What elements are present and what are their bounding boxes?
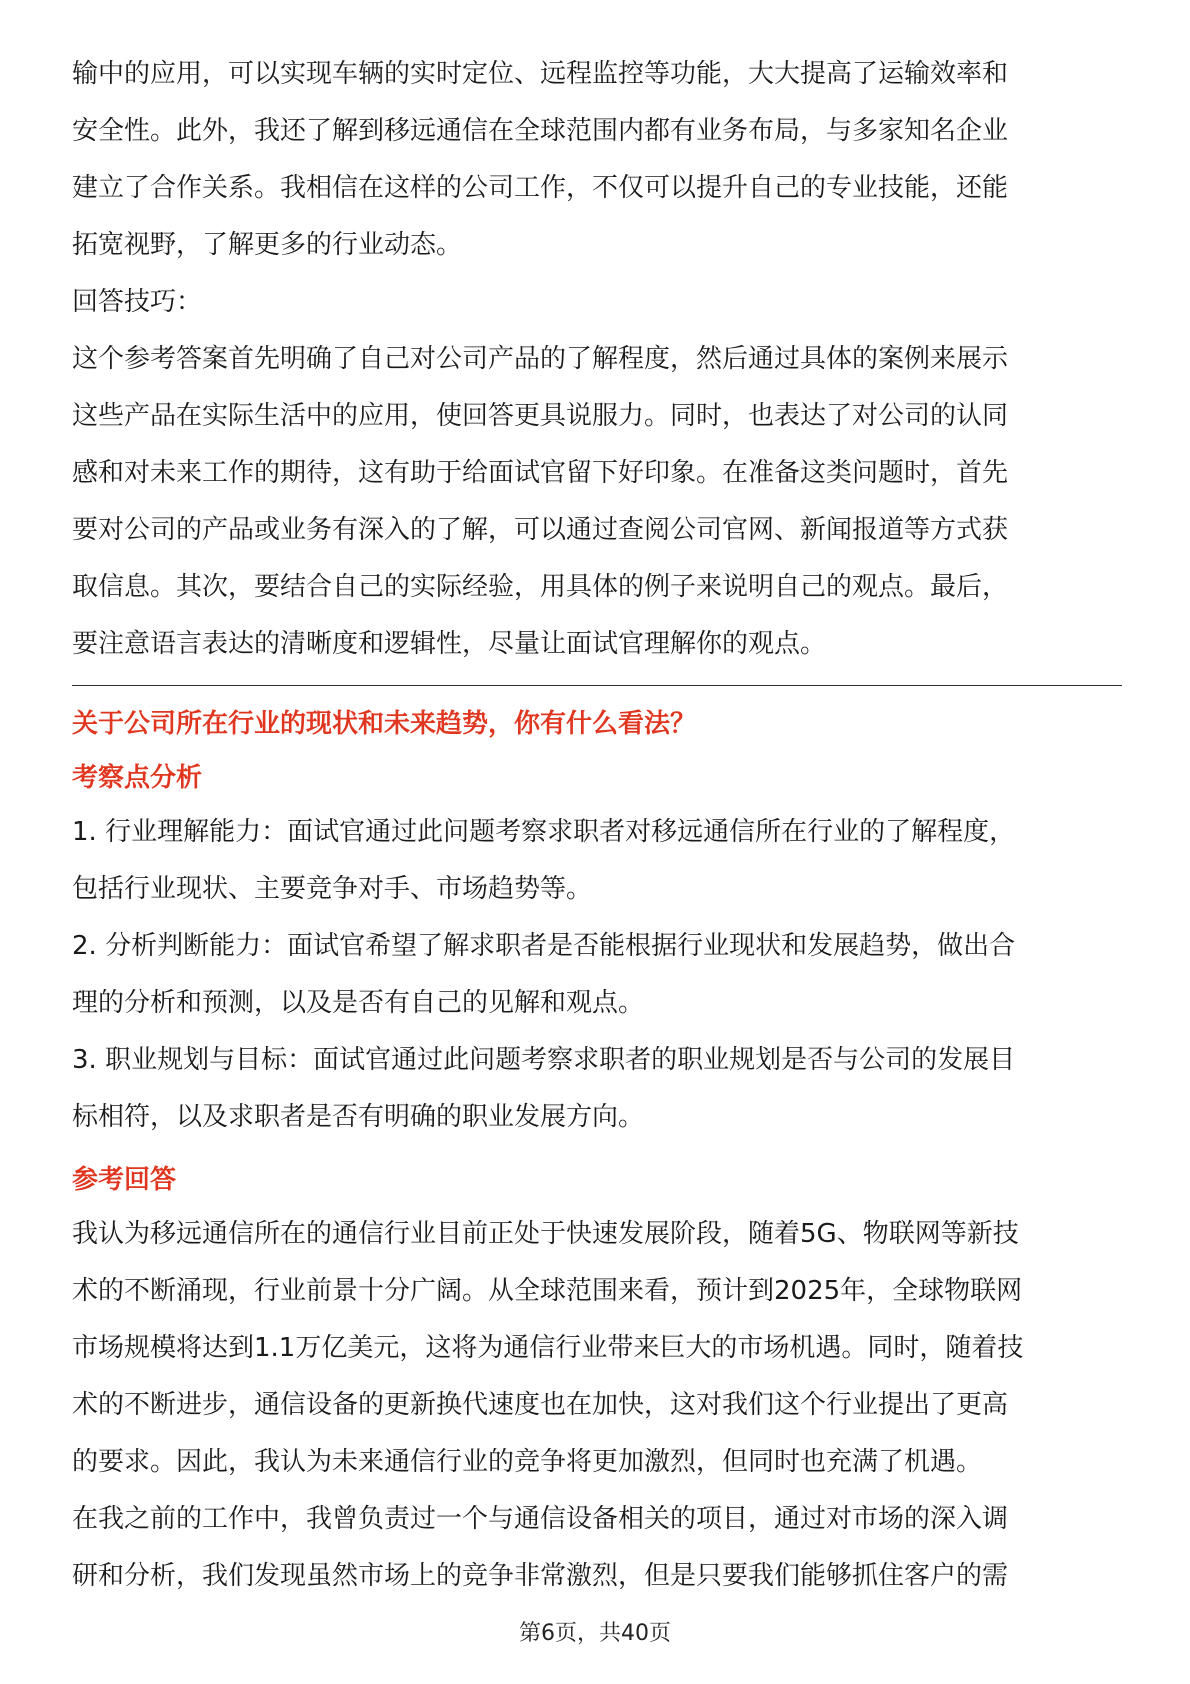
text-line: 感和对未来工作的期待，这有助于给面试官留下好印象。在准备这类问题时，首先 [72,458,1009,488]
text-line: 要注意语言表达的清晰度和逻辑性，尽量让面试官理解你的观点。 [72,629,827,659]
text-line: 术的不断进步，通信设备的更新换代速度也在加快，这对我们这个行业提出了更高 [72,1390,1009,1420]
text-line: 这些产品在实际生活中的应用，使回答更具说服力。同时，也表达了对公司的认同 [72,401,1009,431]
question-heading: 关于公司所在行业的现状和未来趋势，你有什么看法？ [72,709,697,739]
list-item-continuation: 标相符，以及求职者是否有明确的职业发展方向。 [72,1102,645,1132]
list-item: 3. 职业规划与目标：面试官通过此问题考察求职者的职业规划是否与公司的发展目 [72,1045,1016,1075]
section-divider [72,685,1122,686]
analysis-heading: 考察点分析 [72,763,203,793]
text-line: 拓宽视野，了解更多的行业动态。 [72,230,463,260]
tips-paragraph [72,331,1122,673]
tips-label-text: 回答技巧： [72,287,203,317]
text-line: 研和分析，我们发现虽然市场上的竞争非常激烈，但是只要我们能够抓住客户的需 [72,1561,1009,1591]
text-line: 在我之前的工作中，我曾负责过一个与通信设备相关的项目，通过对市场的深入调 [72,1504,1009,1534]
analysis-list [72,804,1122,1146]
answer-paragraph [72,1206,1122,1605]
list-item: 1. 行业理解能力：面试官通过此问题考察求职者对移远通信所在行业的了解程度， [72,817,1016,847]
text-line: 取信息。其次，要结合自己的实际经验，用具体的例子来说明自己的观点。最后， [72,572,1009,602]
text-line: 要对公司的产品或业务有深入的了解，可以通过查阅公司官网、新闻报道等方式获 [72,515,1009,545]
page-number-footer: 第6页，共40页 [519,1621,671,1646]
text-line: 建立了合作关系。我相信在这样的公司工作，不仅可以提升自己的专业技能，还能 [72,173,1009,203]
text-line: 的要求。因此，我认为未来通信行业的竞争将更加激烈，但同时也充满了机遇。 [72,1447,983,1477]
list-item: 2. 分析判断能力：面试官希望了解求职者是否能根据行业现状和发展趋势，做出合 [72,931,1016,961]
text-line: 这个参考答案首先明确了自己对公司产品的了解程度，然后通过具体的案例来展示 [72,344,1009,374]
text-line: 输中的应用，可以实现车辆的实时定位、远程监控等功能，大大提高了运输效率和 [72,59,1009,89]
intro-paragraph [72,46,1122,274]
list-item-continuation: 包括行业现状、主要竞争对手、市场趋势等。 [72,874,593,904]
text-line: 市场规模将达到1.1万亿美元，这将为通信行业带来巨大的市场机遇。同时，随着技 [72,1333,1024,1363]
tips-label [72,274,1122,331]
text-line: 术的不断涌现，行业前景十分广阔。从全球范围来看，预计到2025年，全球物联网 [72,1276,1023,1306]
list-item-continuation: 理的分析和预测，以及是否有自己的见解和观点。 [72,988,645,1018]
page-content [72,46,1122,1605]
text-line: 我认为移远通信所在的通信行业目前正处于快速发展阶段，随着5G、物联网等新技 [72,1219,1019,1249]
text-line: 安全性。此外，我还了解到移远通信在全球范围内都有业务布局，与多家知名企业 [72,116,1009,146]
answer-heading: 参考回答 [72,1165,177,1195]
